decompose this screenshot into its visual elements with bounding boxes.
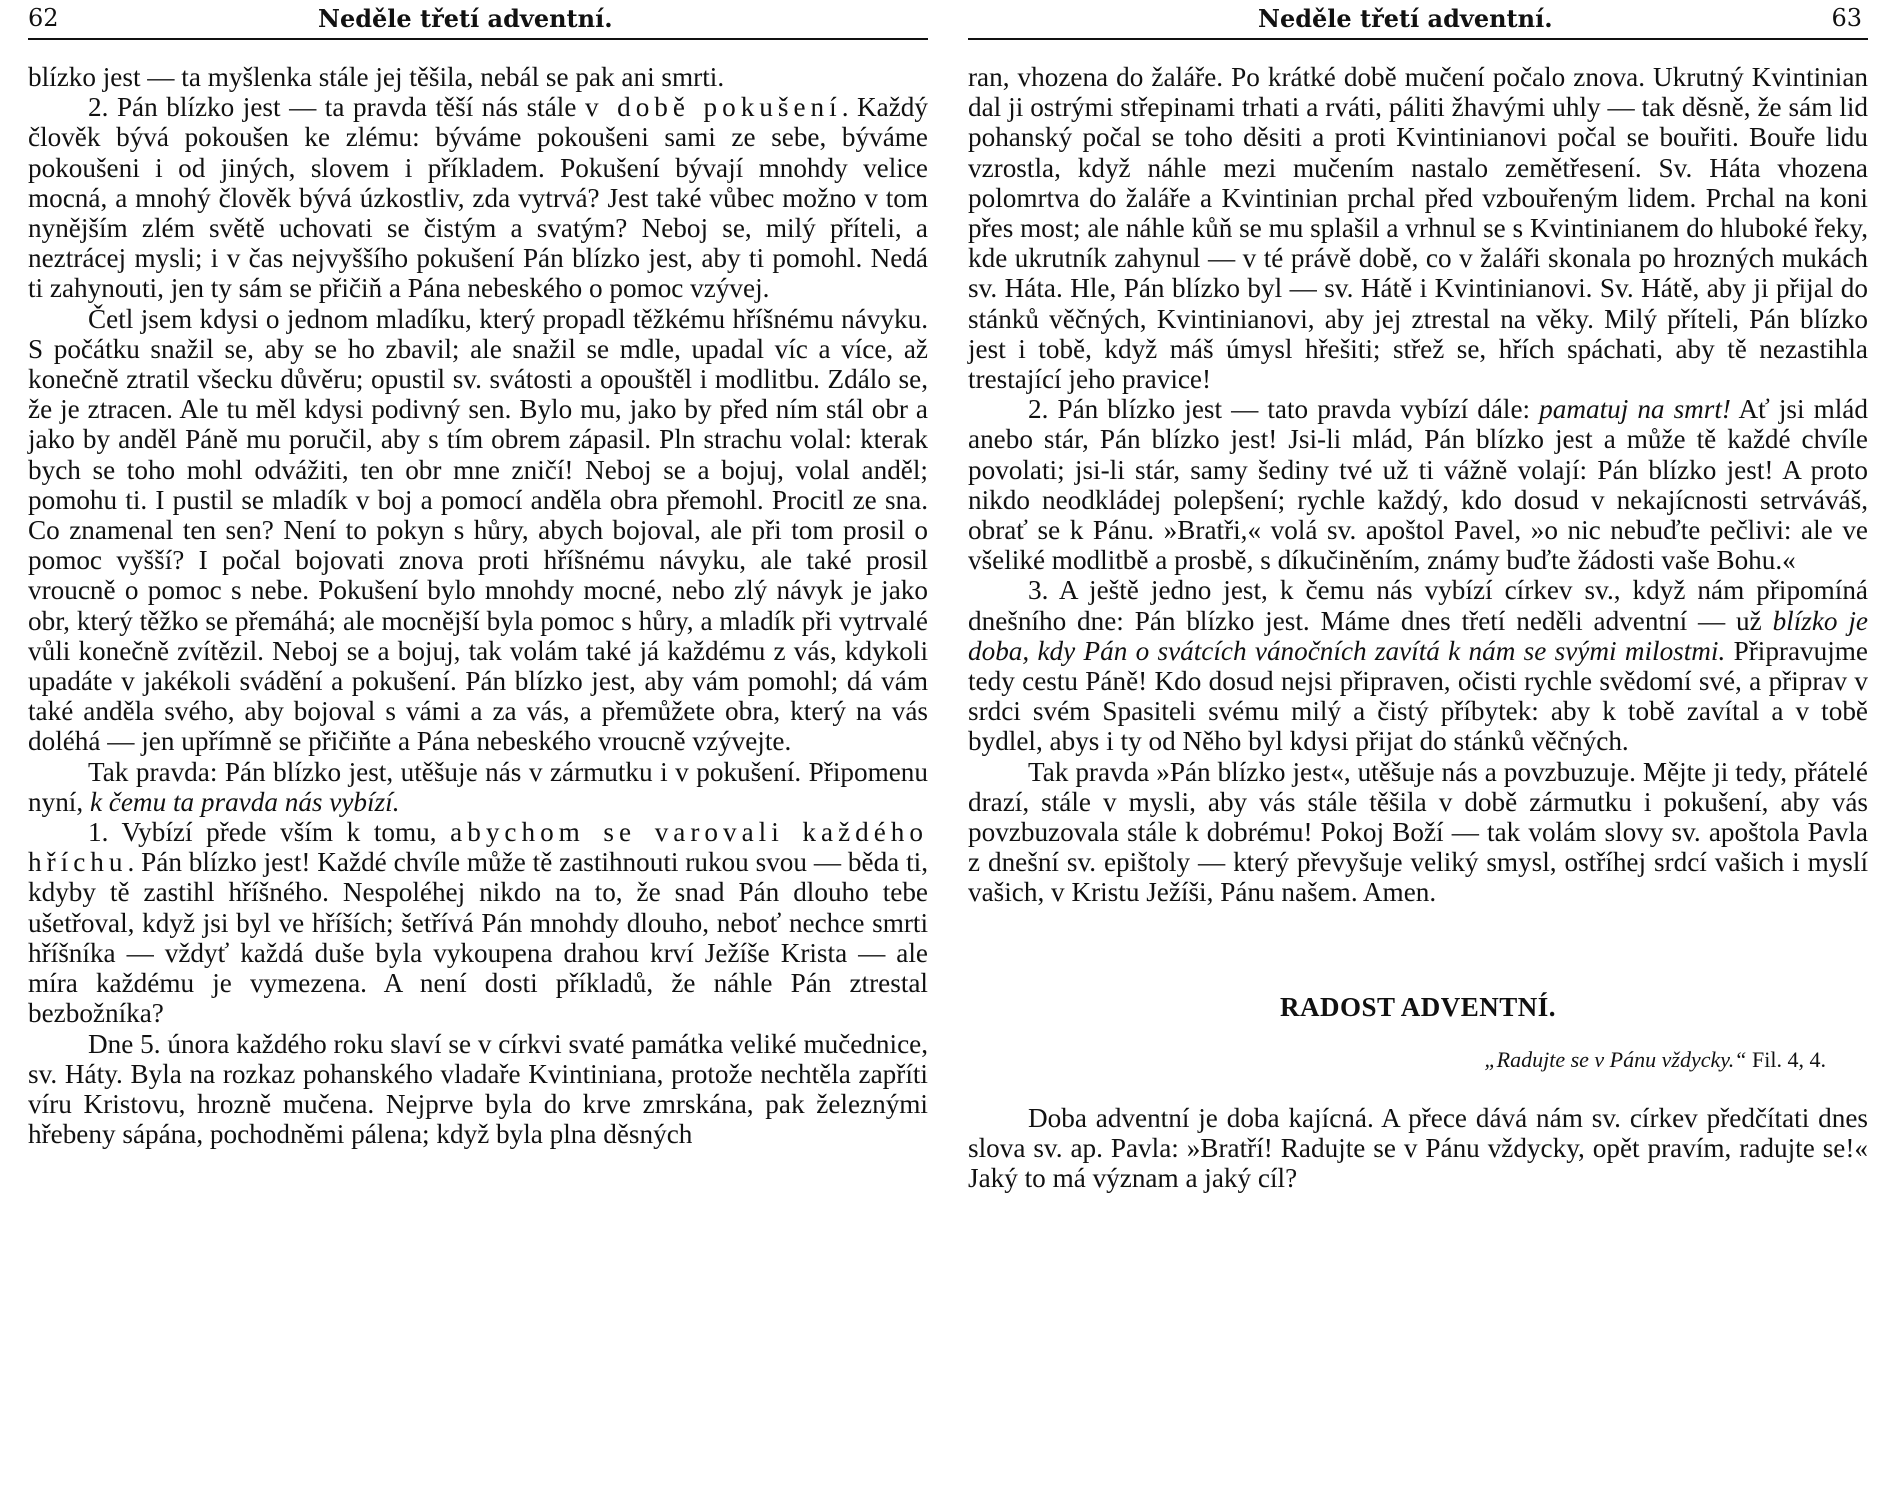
paragraph bbox=[28, 62, 928, 92]
left-page-body bbox=[28, 62, 928, 1149]
text-run: Četl jsem kdysi o jednom mladíku, který propadl těžkému hříšnému návyku. S počátku snažil se, aby se ho zbavil; ale snažil se mdle, upadal víc a více, až konečně ztratil všecku důvěru; opustil sv. svátosti a opouštěl i modlitbu. Zdálo se, že je ztracen. Ale tu měl kdysi podivný sen. Bylo mu, jako by před ním stál obr a jako by anděl Páně mu poručil, aby s tím obrem zápasil. Pln strachu volal: kterak bych se toho mohl odvážiti, ten obr mne zničí! Neboj se a bojuj, volal anděl; pomohu ti. I pustil se mladík v boj a pomocí anděla obra přemohl. Procitl ze sna. Co znamenal ten sen? Není to pokyn s hůry, abych bojoval, ale při tom prosil o pomoc vyšší? I počal bojovati znova proti hříšnému návyku, ale také prosil vroucně o pomoc s nebe. Pokušení bylo mnohdy mocné, nebo zlý návyk je jako obr, který těžko se přemáhá; ale mocnější byla pomoc s hůry, a mladík při vytrvalé vůli konečně zvítězil. Neboj se a bojuj, tak volám také já každému z vás, kdykoli upadáte v jakékoli svádění a pokušení. Pán blízko jest, aby vám pomohl; dá vám také anděla svého, aby bojoval s vámi a za vás, a přemůžete obra, který na vás doléhá — jen upřímně se přičiňte a Pána nebeského vroucně vzývejte. bbox=[28, 303, 928, 757]
paragraph bbox=[968, 1103, 1868, 1194]
paragraph bbox=[28, 757, 928, 817]
right-page-body bbox=[968, 62, 1868, 908]
paragraph bbox=[28, 1029, 928, 1150]
text-run: 3. A ještě jedno jest, k čemu nás vybízí církev sv., když nám připomíná dnešního dne: Pán blízko jest. Máme dnes třetí neděli adventní — už bbox=[968, 575, 1868, 636]
section-heading: RADOST ADVENTNÍ. bbox=[1279, 991, 1557, 1022]
running-title: Neděle třetí adventní. bbox=[1258, 4, 1553, 33]
right-page-body-continued bbox=[968, 1103, 1868, 1194]
motto bbox=[968, 1047, 1868, 1073]
paragraph bbox=[968, 757, 1868, 908]
text-run: Dne 5. února každého roku slaví se v církvi svaté památka veliké mučednice, sv. Háty. Byla na rozkaz pohanského vladaře Kvintiniana, protože nechtěla zapříti víru Kristovu, hrozně mučena. Nejprve byla do krve zmrskána, pak železnými hřebeny sápána, pochodněmi pálena; když byla plna děsných bbox=[28, 1028, 928, 1150]
right-page bbox=[968, 0, 1868, 1500]
italic-emphasis: pamatuj na smrt! bbox=[1539, 394, 1731, 425]
right-page-header bbox=[968, 0, 1868, 40]
left-page-header bbox=[28, 0, 928, 40]
paragraph bbox=[968, 394, 1868, 575]
motto-quote: „Radujte se v Pánu vždycky.“ bbox=[1484, 1046, 1747, 1072]
text-run: ran, vhozena do žaláře. Po krátké době mučení počalo znova. Ukrutný Kvintinian dal ji ostrými střepinami trhati a rváti, páliti žhavými uhly — tak děsně, že sám lid pohanský počal se toho děsiti a proti Kvintinianovi počal se bouřiti. Bouře lidu vzrostla, když náhle mezi mučením nastalo zemětřesení. Sv. Háta vhozena polomrtva do žaláře a Kvintinian prchal před vzbouřeným lidem. Prchal na koni přes most; ale náhle kůň se mu splašil a vrhnul se s Kvintinianem do hluboké řeky, kde ukrutník zahynul — v té právě době, co v žaláři skonala po hrozných mukách sv. Háta. Hle, Pán blízko byl — sv. Hátě i Kvintinianovi. Sv. Hátě, aby ji přijal do stánků věčných, Kvintinianovi, aby jej ztrestal na věky. Milý příteli, Pán blízko jest i tobě, když máš úmysl hřešiti; střež se, hřích spáchati, aby tě nezastihla trestající jeho pravice! bbox=[968, 62, 1868, 395]
text-run: Tak pravda »Pán blízko jest«, utěšuje nás a povzbuzuje. Mějte ji tedy, přátelé drazí, stále v mysli, aby vás stále těšila v době zármutku i pokušení, aby vás povzbuzovala stále k dobrému! Pokoj Boží — tak volám slovy sv. apoštola Pavla z dnešní sv. epištoly — který převyšuje veliký smysl, ostříhej srdcí vašich i myslí vašich, v Kristu Ježíši, Pánu našem. Amen. bbox=[968, 756, 1868, 908]
spaced-emphasis: abychom se varovali každého hříchu bbox=[28, 817, 928, 878]
italic-emphasis: k čemu ta pravda nás vybízí. bbox=[89, 786, 400, 817]
spaced-emphasis: v době pokušení bbox=[584, 92, 842, 123]
text-run: 2. Pán blízko jest — tato pravda vybízí dále: bbox=[1028, 394, 1540, 425]
italic-emphasis: blízko je doba, kdy Pán o svátcích vánočních zavítá k nám se svými milostmi. bbox=[968, 605, 1868, 666]
text-run: 2. Pán blízko jest — ta pravda těší nás stále bbox=[88, 92, 585, 123]
text-run: blízko jest — ta myšlenka stále jej těšila, nebál se pak ani smrti. bbox=[28, 62, 725, 92]
paragraph bbox=[28, 304, 928, 757]
running-title: Neděle třetí adventní. bbox=[318, 4, 613, 33]
text-run: Tak pravda: Pán blízko jest, utěšuje nás v zármutku i v pokušení. Připomenu nyní, bbox=[28, 756, 928, 817]
text-run: 1. Vybízí přede vším k tomu, bbox=[88, 817, 451, 848]
left-page bbox=[28, 0, 928, 1500]
motto-reference: Fil. 4, 4. bbox=[1752, 1046, 1826, 1072]
paragraph bbox=[28, 92, 928, 303]
page-number: 62 bbox=[28, 4, 59, 32]
text-run: . Každý člověk bývá pokoušen ke zlému: býváme pokoušeni sami ze sebe, býváme pokoušeni i od jiných, slovem i příkladem. Pokušení bývají mnohdy velice mocná, a mnohý člověk bývá úzkostliv, zda vytrvá? Jest také vůbec možno v tom nynějším zlém světě uchovati se čistým a svatým? Neboj se, milý příteli, a neztrácej mysli; i v čas nejvyššího pokušení Pán blízko jest, aby ti pomohl. Nedá ti zahynouti, jen ty sám se přičiň a Pána nebeského o pomoc vzývej. bbox=[28, 92, 928, 304]
text-run: . Pán blízko jest! Každé chvíle může tě zastihnouti rukou svou — běda ti, kdyby tě zastihl hříšného. Nespoléhej nikdo na to, že snad Pán dlouho tebe ušetřoval, když jsi byl ve hříších; šetřívá Pán mnohdy dlouho, neboť nechce smrti hříšníka — vždyť každá duše byla vykoupena drahou krví Ježíše Krista — ale míra každému je vymezena. A není dosti příkladů, že náhle Pán ztrestal bezbožníka? bbox=[28, 847, 928, 1029]
text-run: Ať jsi mlád anebo stár, Pán blízko jest! Jsi-li mlád, Pán blízko jest a může tě každé chvíle povolati; jsi-li stár, samy šediny tvé už ti vážně volají: Pán blízko jest! A proto nikdo neodkládej polepšení; rychle každý, kdo dosud v nekajícnosti setrváváš, obrať se k Pánu. »Bratři,« volá sv. apoštol Pavel, »o nic nebuďte pečlivi: ale ve všeliké modlitbě a prosbě, s díkučiněním, známy buďte žádosti vaše Bohu.« bbox=[968, 394, 1868, 576]
paragraph bbox=[968, 575, 1868, 756]
paragraph bbox=[28, 817, 928, 1028]
paragraph bbox=[968, 62, 1868, 394]
text-run: Připravujme tedy cestu Páně! Kdo dosud nejsi připraven, očisti rychle svědomí své, a připrav v srdci svém Spasiteli svému milý a čistý příbytek: aby k tobě zavítal a v tobě bydlel, abys i ty od Něho byl kdysi přijat do stánků věčných. bbox=[968, 635, 1869, 757]
text-run: Doba adventní je doba kajícná. A přece dává nám sv. církev předčítati dnes slova sv. ap. Pavla: »Bratří! Radujte se v Pánu vždycky, opět pravím, radujte se!« Jaký to má význam a jaký cíl? bbox=[968, 1102, 1868, 1194]
page-number: 63 bbox=[1831, 4, 1862, 32]
